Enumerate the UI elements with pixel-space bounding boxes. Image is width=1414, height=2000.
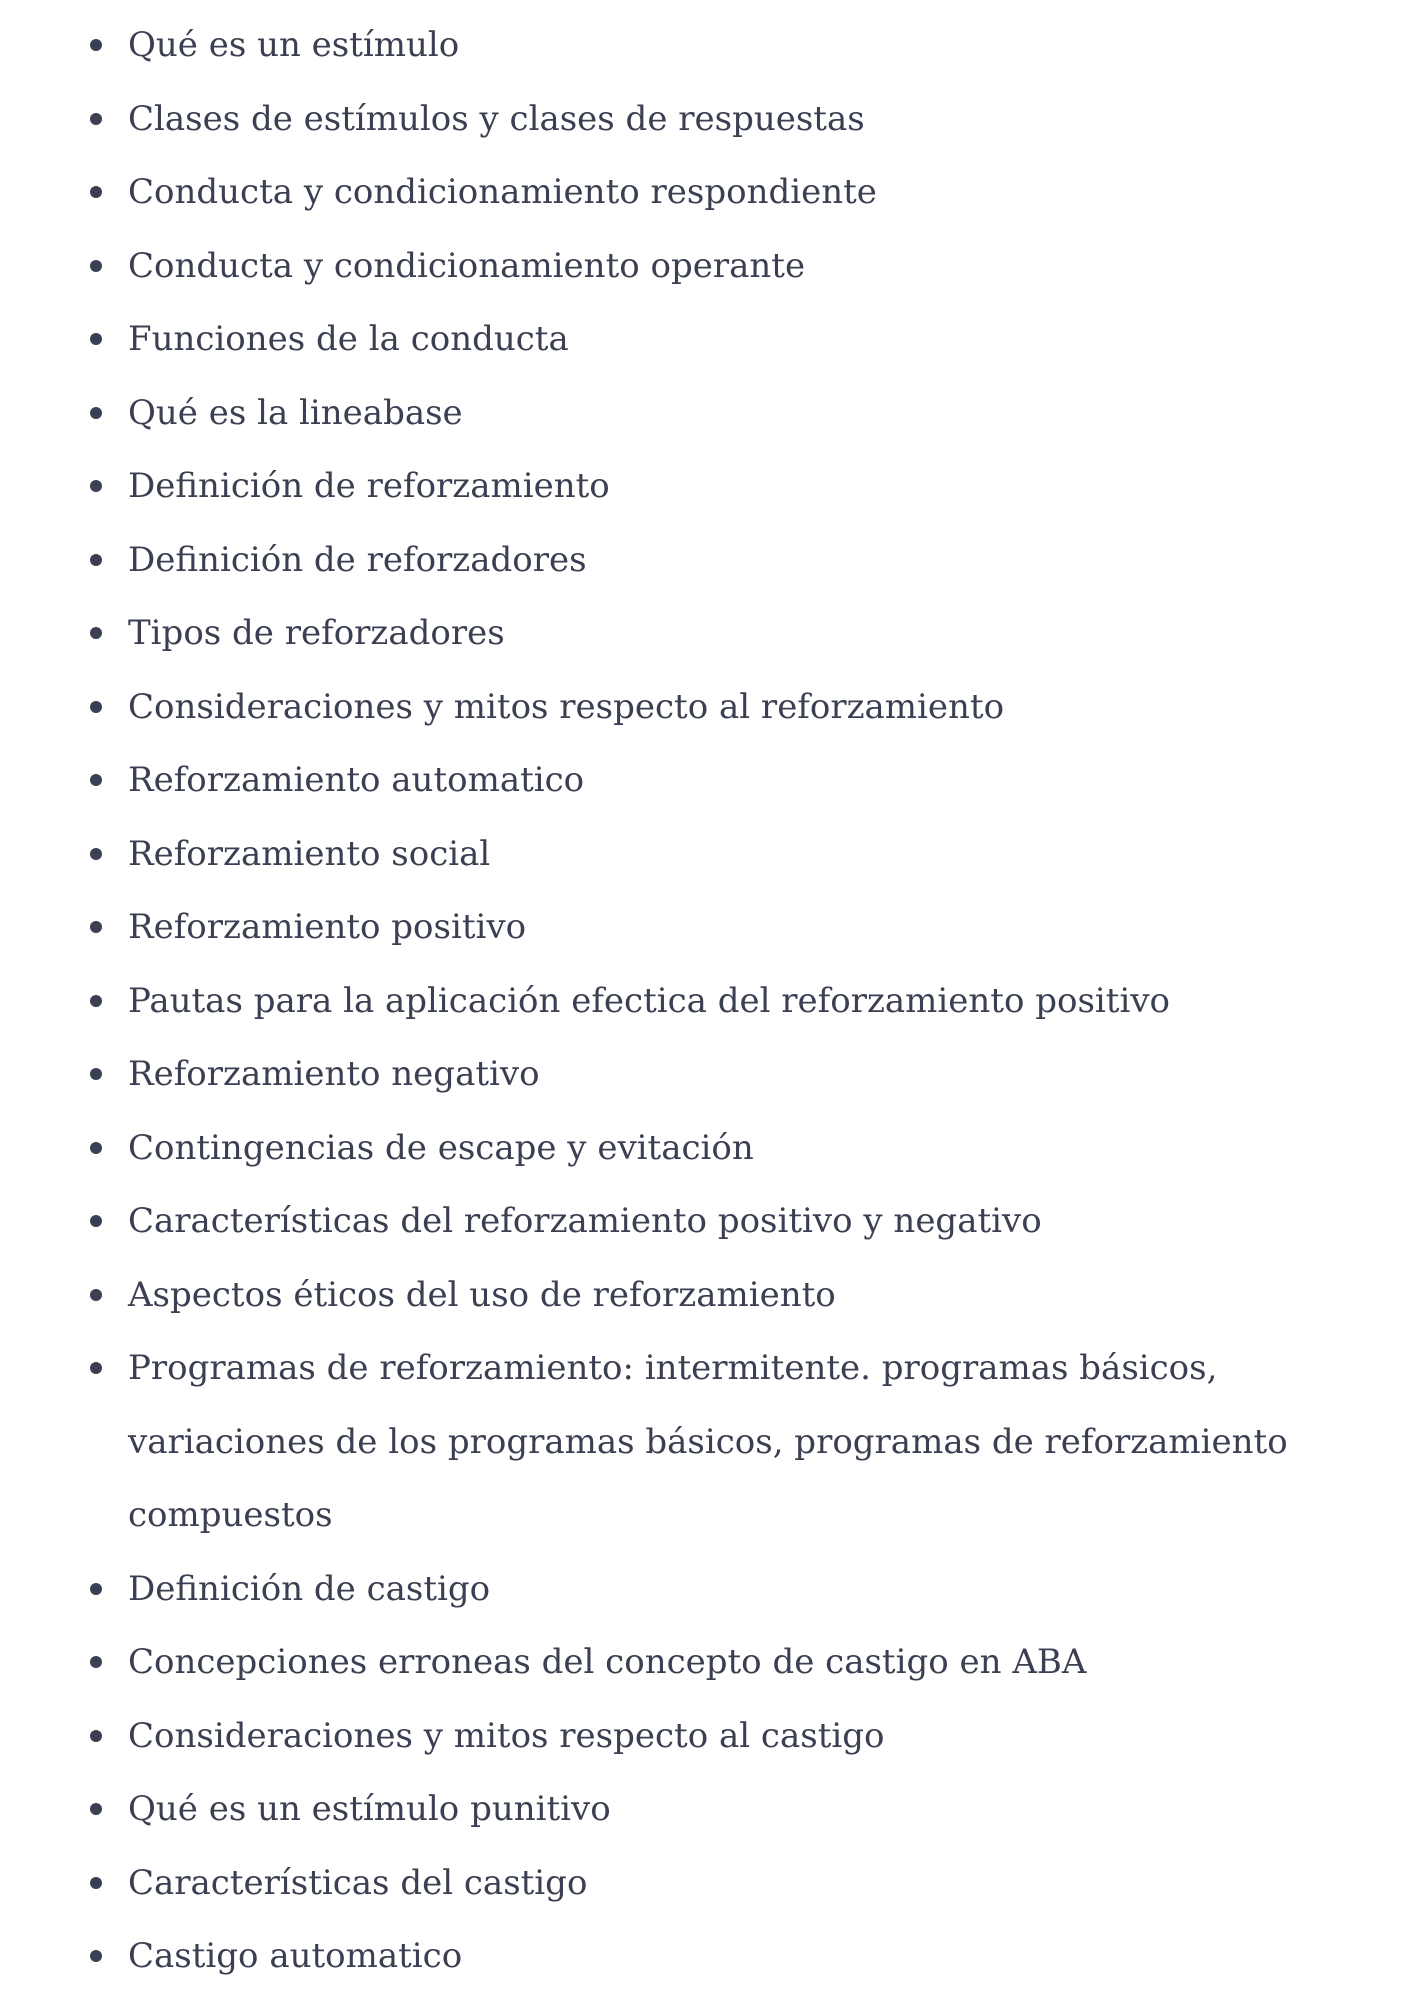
list-item-text: Tipos de reforzadores: [128, 613, 505, 653]
list-item-text: Contingencias de escape y evitación: [128, 1127, 754, 1168]
list-item: [0, 1259, 1414, 1333]
bullet-icon: [90, 1142, 102, 1154]
bullet-icon: [90, 186, 102, 198]
list-item: [0, 1847, 1414, 1921]
list-item-text: Funciones de la conducta: [128, 319, 569, 359]
list-item-text: Qué es un estímulo: [128, 25, 460, 65]
list-item-text: Qué es un estímulo punitivo: [128, 1789, 611, 1829]
bullet-icon: [90, 1068, 102, 1080]
bullet-icon: [90, 1803, 102, 1815]
list-item: [0, 965, 1414, 1039]
topic-list: [0, 9, 1414, 1994]
bullet-icon: [90, 39, 102, 51]
list-item: [0, 1332, 1414, 1553]
list-item-text: Clases de estímulos y clases de respuestas: [128, 98, 865, 139]
list-item: [0, 1185, 1414, 1259]
list-item-text: Reforzamiento positivo: [128, 907, 527, 947]
bullet-icon: [90, 407, 102, 419]
list-item: [0, 9, 1414, 83]
list-item: [0, 671, 1414, 745]
list-item: [0, 83, 1414, 157]
list-item-text: Castigo automatico: [128, 1936, 463, 1976]
list-item: [0, 230, 1414, 304]
list-item-text: Características del castigo: [128, 1862, 588, 1903]
list-item: [0, 524, 1414, 598]
list-item: [0, 818, 1414, 892]
list-item: [0, 1553, 1414, 1627]
list-item-text: Consideraciones y mitos respecto al reforzamiento: [128, 686, 1005, 727]
list-item-text: Definición de castigo: [128, 1568, 491, 1609]
list-item: [0, 1038, 1414, 1112]
list-item-text: Reforzamiento automatico: [128, 760, 585, 800]
list-item: [0, 1920, 1414, 1994]
list-item-text: Concepciones erroneas del concepto de castigo en ABA: [128, 1642, 1087, 1682]
bullet-icon: [90, 995, 102, 1007]
bullet-icon: [90, 1950, 102, 1962]
bullet-icon: [90, 701, 102, 713]
bullet-icon: [90, 1730, 102, 1742]
list-item: [0, 597, 1414, 671]
bullet-icon: [90, 1362, 102, 1374]
bullet-icon: [90, 848, 102, 860]
bullet-icon: [90, 1215, 102, 1227]
bullet-icon: [90, 554, 102, 566]
list-item-text: Aspectos éticos del uso de reforzamiento: [128, 1274, 836, 1315]
list-item: [0, 1626, 1414, 1700]
list-item-text: Definición de reforzamiento: [128, 466, 610, 506]
list-item-text: Qué es la lineabase: [128, 392, 463, 433]
list-item: [0, 156, 1414, 230]
list-item: [0, 1773, 1414, 1847]
list-item-text: Definición de reforzadores: [128, 539, 587, 580]
list-item: [0, 744, 1414, 818]
bullet-icon: [90, 480, 102, 492]
bullet-icon: [90, 774, 102, 786]
bullet-icon: [90, 113, 102, 125]
list-item-text: Programas de reforzamiento: intermitente. programas básicos, variaciones de los programas básicos, programas de reforzamiento compuestos: [128, 1348, 1288, 1535]
list-item-text: Conducta y condicionamiento operante: [128, 245, 806, 286]
bullet-icon: [90, 1877, 102, 1889]
bullet-icon: [90, 921, 102, 933]
bullet-icon: [90, 1656, 102, 1668]
bullet-icon: [90, 333, 102, 345]
list-item-text: Conducta y condicionamiento respondiente: [128, 172, 877, 212]
list-item: [0, 450, 1414, 524]
list-item: [0, 1112, 1414, 1186]
list-item: [0, 377, 1414, 451]
list-item: [0, 303, 1414, 377]
list-item-text: Reforzamiento negativo: [128, 1054, 540, 1094]
list-item-text: Consideraciones y mitos respecto al castigo: [128, 1715, 885, 1756]
bullet-icon: [90, 260, 102, 272]
list-item: [0, 891, 1414, 965]
bullet-icon: [90, 1583, 102, 1595]
list-item: [0, 1700, 1414, 1774]
bullet-icon: [90, 1289, 102, 1301]
list-item-text: Pautas para la aplicación efectica del reforzamiento positivo: [128, 980, 1171, 1021]
bullet-icon: [90, 627, 102, 639]
list-item-text: Características del reforzamiento positivo y negativo: [128, 1201, 1042, 1241]
list-item-text: Reforzamiento social: [128, 833, 491, 874]
